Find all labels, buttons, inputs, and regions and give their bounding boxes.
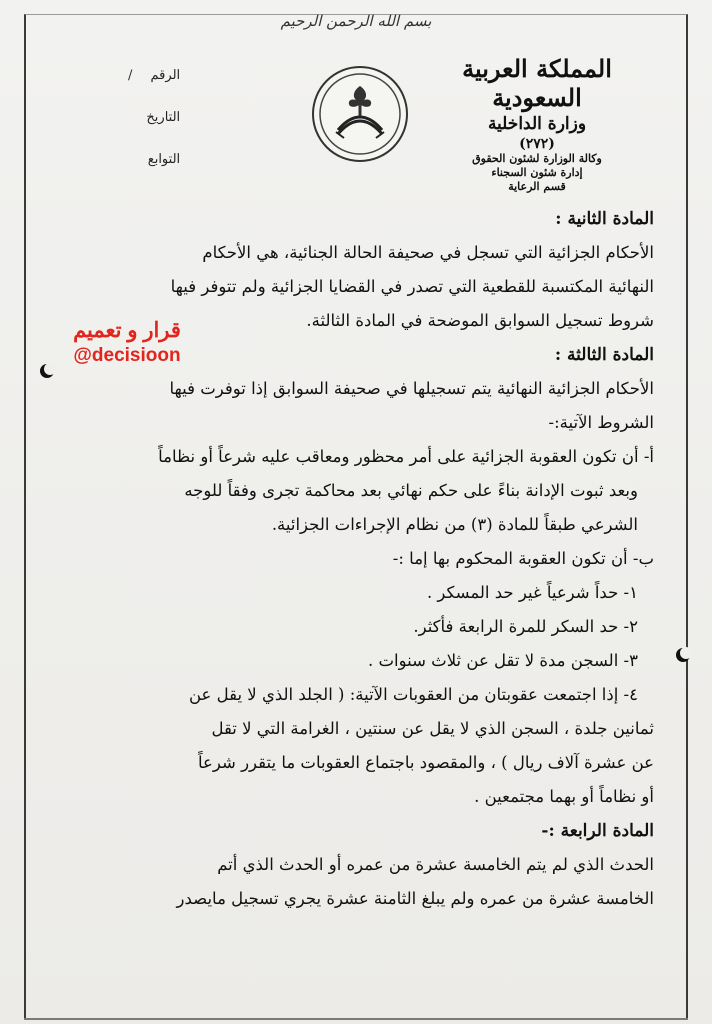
letterhead bbox=[432, 54, 642, 194]
body-line: عن عشرة آلاف ريال ) ، والمقصود باجتماع العقوبات ما يتقرر شرعاً bbox=[198, 753, 654, 772]
body-line: الأحكام الجزائية النهائية يتم تسجيلها في صحيفة السوابق إذا توفرت فيها bbox=[169, 379, 654, 398]
list-item-3: ٣- السجن مدة لا تقل عن ثلاث سنوات . bbox=[367, 651, 638, 670]
condition-a: أ- أن تكون العقوبة الجزائية على أمر محظور ومعاقب عليه شرعاً أو نظاماً bbox=[158, 447, 654, 466]
body-line: الخامسة عشرة من عمره ولم يبلغ الثامنة عشرة يجري تسجيل مايصدر bbox=[176, 889, 654, 908]
attachments-label: التوابع bbox=[147, 152, 181, 167]
body-line: أو نظاماً أو بهما مجتمعين . bbox=[474, 787, 654, 806]
kingdom-title: المملكة العربية السعودية bbox=[462, 54, 612, 112]
page-border-bottom bbox=[24, 1018, 688, 1020]
body-line: ثمانين جلدة ، السجن الذي لا يقل عن سنتين ، الغرامة التي لا تقل bbox=[211, 719, 654, 738]
saudi-emblem-icon bbox=[312, 66, 408, 162]
watermark-arabic: قرار و تعميم bbox=[73, 319, 181, 342]
ministry-title: وزارة الداخلية bbox=[487, 114, 587, 134]
department-name: إدارة شئون السجناء bbox=[491, 166, 583, 179]
date-label: التاريخ bbox=[146, 110, 181, 125]
ref-number-label: الرقم bbox=[150, 68, 181, 83]
body-line: الشروط الآتية:- bbox=[548, 413, 654, 432]
reference-fields bbox=[128, 68, 180, 194]
list-item-1: ١- حداً شرعياً غير حد المسكر . bbox=[426, 583, 638, 602]
ref-number-field bbox=[128, 68, 180, 110]
list-item-4: ٤- إذا اجتمعت عقوبتان من العقوبات الآتية: ( الجلد الذي لا يقل عن bbox=[188, 685, 638, 704]
bismillah: بسم الله الرحمن الرحيم bbox=[280, 12, 432, 30]
body-line: الأحكام الجزائية التي تسجل في صحيفة الحالة الجنائية، هي الأحكام bbox=[202, 243, 654, 262]
condition-b: ب- أن تكون العقوبة المحكوم بها إما :- bbox=[392, 549, 654, 568]
article-4-heading: المادة الرابعة :- bbox=[541, 821, 654, 841]
agency-name: وكالة الوزارة لشئون الحقوق bbox=[472, 152, 602, 165]
punch-hole-bottom bbox=[676, 648, 690, 662]
body-line: النهائية المكتسبة للقطعية التي تصدر في القضايا الجزائية ولم تتوفر فيها bbox=[170, 277, 654, 296]
ref-number-slash: / bbox=[128, 68, 133, 83]
body-line: شروط تسجيل السوابق الموضحة في المادة الثالثة. bbox=[306, 311, 654, 330]
body-line: الشرعي طبقاً للمادة (٣) من نظام الإجراءات الجزائية. bbox=[271, 515, 638, 534]
list-item-2: ٢- حد السكر للمرة الرابعة فأكثر. bbox=[413, 617, 638, 636]
section-name: قسم الرعاية bbox=[508, 180, 566, 193]
body-line: الحدث الذي لم يتم الخامسة عشرة من عمره أو الحدث الذي أتم bbox=[217, 855, 654, 874]
article-3-heading: المادة الثالثة : bbox=[554, 345, 654, 365]
article-2-heading: المادة الثانية : bbox=[555, 209, 654, 229]
body-line: وبعد ثبوت الإدانة بناءً على حكم نهائي بعد محاكمة تجرى وفقاً للوجه bbox=[184, 481, 638, 500]
document-body bbox=[38, 202, 654, 916]
letterhead-number: (٢٧٢) bbox=[519, 136, 555, 152]
attachments-field bbox=[128, 152, 180, 194]
watermark-handle: @decisioon bbox=[73, 345, 181, 366]
date-field bbox=[128, 110, 180, 152]
